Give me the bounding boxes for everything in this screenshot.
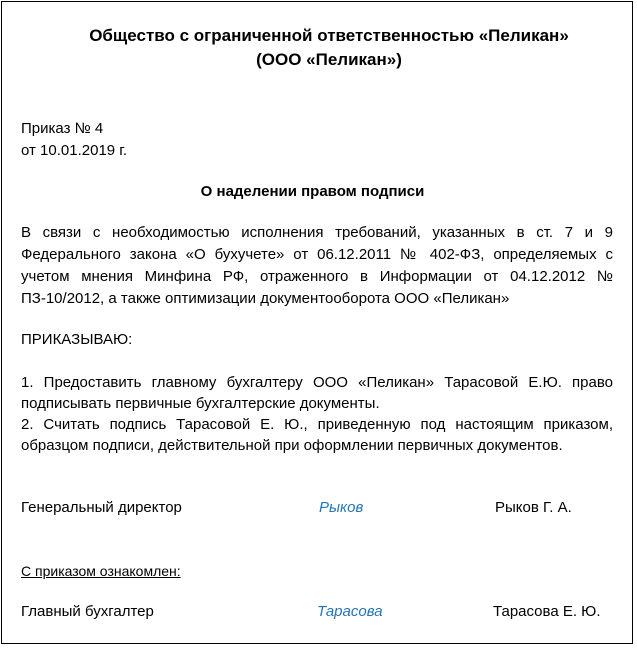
accountant-name: Тарасова Е. Ю.: [493, 603, 601, 620]
accountant-role: Главный бухгалтер: [21, 603, 154, 620]
director-signature: Рыков: [319, 499, 364, 516]
preamble-line: Федерального закона «О бухучете» от 06.12.2011 № 402-ФЗ, определяемых с: [21, 246, 613, 263]
preamble-line: учетом мнения Минфина РФ, отраженного в Информации от 04.12.2012 №: [21, 268, 613, 285]
order-number: Приказ № 4: [21, 120, 104, 137]
order-item-line: 2. Считать подпись Тарасовой Е. Ю., приведенную под настоящим приказом,: [21, 416, 613, 433]
director-signature-row: [21, 496, 613, 520]
acknowledgement-label: С приказом ознакомлен:: [21, 563, 181, 579]
preamble-line: В связи с необходимостью исполнения требований, указанных в ст. 7 и 9: [21, 224, 613, 241]
order-date: от 10.01.2019 г.: [21, 142, 128, 159]
order-item-line: 1. Предоставить главному бухгалтеру ООО «Пеликан» Тарасовой Е.Ю. право: [21, 374, 613, 391]
accountant-signature: Тарасова: [317, 603, 383, 620]
organization-header: [0, 24, 637, 72]
order-title: О наделении правом подписи: [200, 183, 425, 200]
order-header: [21, 118, 127, 162]
organization-short-name: (ООО «Пеликан»): [256, 50, 402, 69]
order-items: [21, 372, 613, 456]
order-preamble: [21, 222, 613, 310]
document-frame: [1, 1, 633, 644]
director-name: Рыков Г. А.: [495, 499, 572, 516]
preamble-line: ПЗ-10/2012, а также оптимизации документооборота ООО «Пеликан»: [21, 290, 510, 307]
order-directive-word: ПРИКАЗЫВАЮ:: [21, 331, 133, 348]
director-role: Генеральный директор: [21, 499, 182, 516]
accountant-signature-row: [21, 600, 613, 624]
order-item-line: образцом подписи, действительной при оформлении первичных документов.: [21, 437, 563, 454]
order-item-line: подписывать первичные бухгалтерские документы.: [21, 395, 380, 412]
organization-full-name: Общество с ограниченной ответственностью «Пеликан»: [89, 26, 569, 45]
